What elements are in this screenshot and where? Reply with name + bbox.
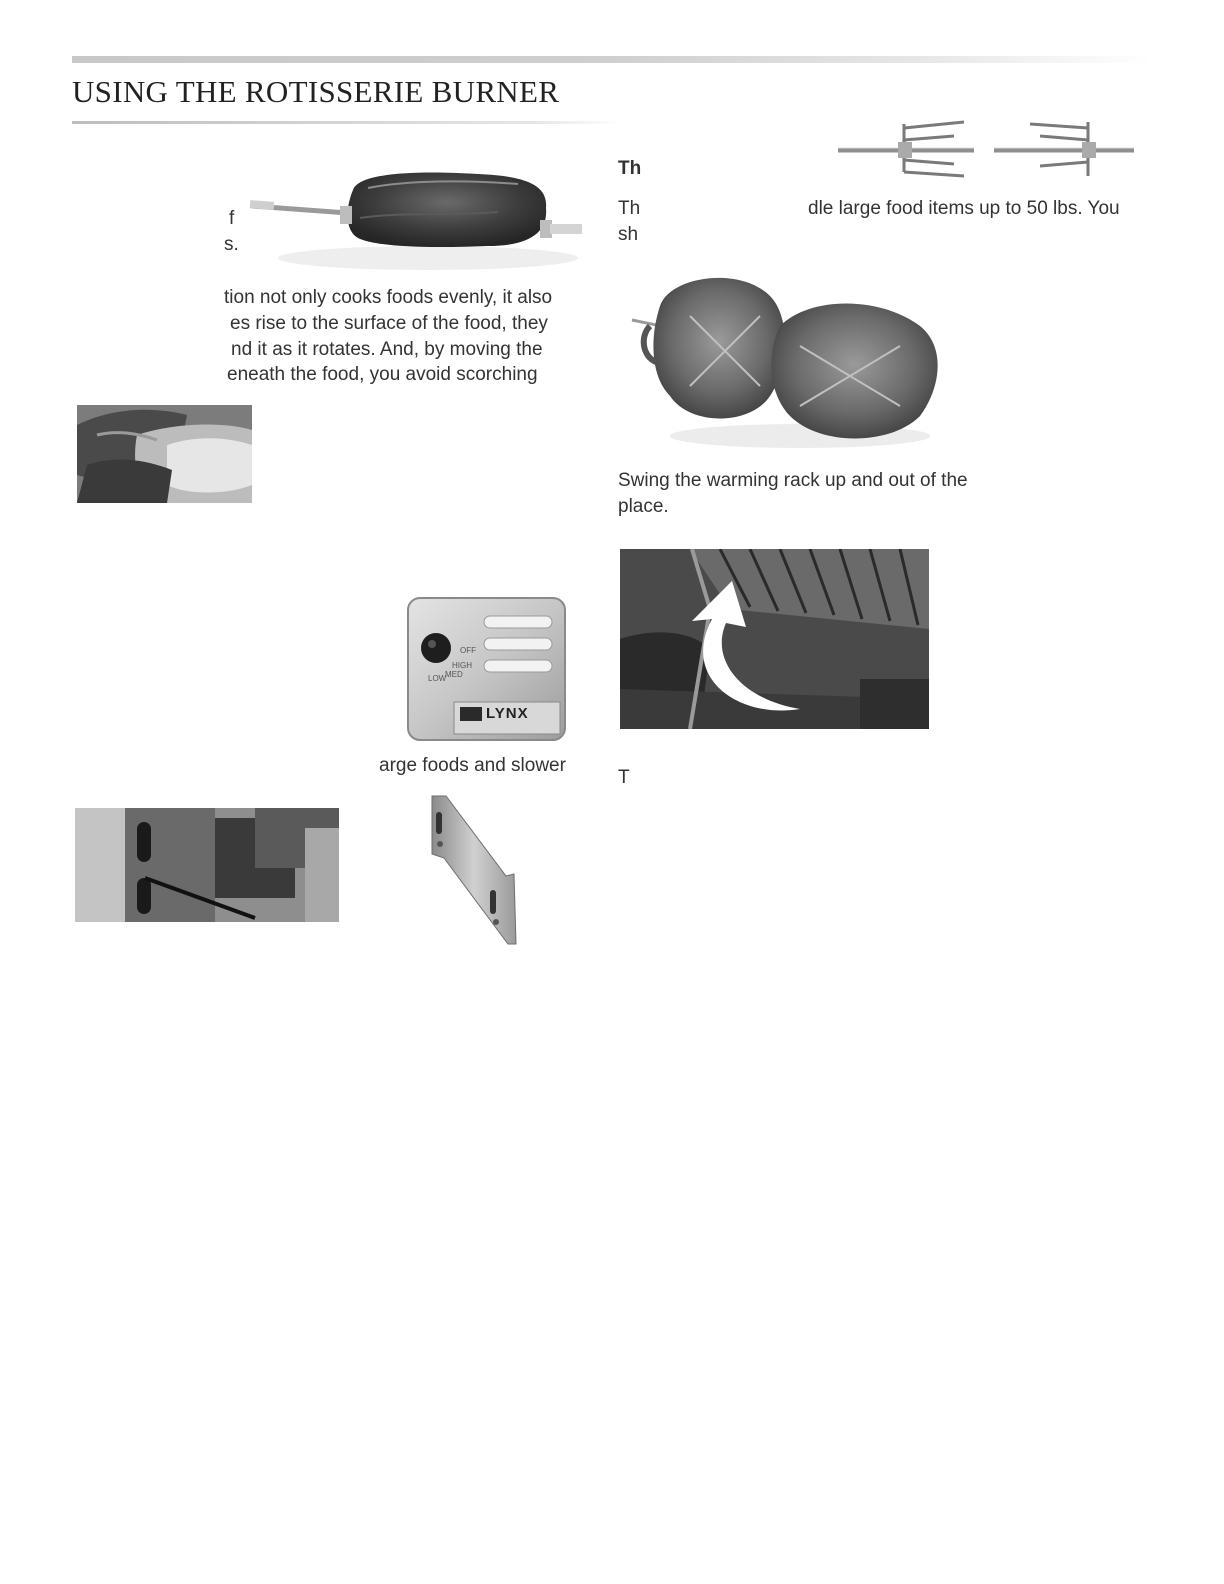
motor-mount-image (75, 808, 339, 922)
paragraph-line-1: tion not only cooks foods evenly, it also (224, 287, 553, 308)
sliced-roast-image (77, 405, 252, 503)
text-fragment-t: T (618, 767, 630, 788)
spit-text-line-2: sh (618, 224, 639, 245)
chickens-on-spit-image (630, 266, 948, 452)
lynx-logo: LYNX (486, 705, 529, 722)
knob-label-low: LOW (428, 674, 447, 683)
page-title: USING THE ROTISSERIE BURNER (72, 74, 560, 109)
text-fragment-f: f (229, 208, 235, 229)
motor-caption: arge foods and slower (379, 755, 566, 776)
warming-rack-image (620, 549, 929, 729)
knob-label-med: MED (445, 670, 463, 679)
warming-rack-text-line-2: place. (618, 496, 669, 517)
paragraph-line-2: es rise to the surface of the food, they (230, 313, 548, 334)
warming-rack-text-line-1: Swing the warming rack up and out of the (618, 470, 968, 491)
paragraph-line-3: nd it as it rotates. And, by moving the (231, 339, 543, 360)
section-heading-fragment: Th (618, 158, 642, 179)
mounting-bracket-image (426, 794, 526, 946)
roast-on-spit-image (248, 168, 588, 278)
top-rule (72, 56, 1152, 63)
knob-label-off: OFF (460, 646, 476, 655)
text-fragment-s: s. (224, 234, 239, 255)
title-underline (72, 121, 620, 124)
knob-label-high: HIGH (452, 661, 472, 670)
spit-forks-image (834, 116, 1136, 180)
spit-text-end: dle large food items up to 50 lbs. You (808, 198, 1120, 219)
spit-text-start: Th (618, 198, 641, 219)
paragraph-line-4: eneath the food, you avoid scorching (227, 364, 538, 385)
